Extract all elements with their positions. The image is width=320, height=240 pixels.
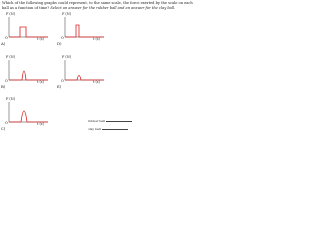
graph-e-option[interactable]: E) xyxy=(57,84,62,89)
clay-ball-label: clay ball xyxy=(88,127,101,131)
graph-d[interactable] xyxy=(57,12,106,46)
question-text xyxy=(2,1,198,10)
graph-d-xlabel: t (s) xyxy=(93,37,100,41)
graph-c[interactable] xyxy=(1,97,50,131)
graph-c-origin: O xyxy=(5,121,8,125)
graph-d-origin: O xyxy=(61,36,64,40)
graph-d-curve xyxy=(65,25,104,37)
graph-d-ylabel: F (N) xyxy=(62,12,72,16)
rubber-ball-answer[interactable] xyxy=(88,119,132,123)
graph-e-origin: O xyxy=(61,79,64,83)
graph-a-ylabel: F (N) xyxy=(6,12,16,16)
graph-b-ylabel: F (N) xyxy=(6,55,16,59)
graph-b-xlabel: t (s) xyxy=(37,80,44,84)
graph-a-xlabel: t (s) xyxy=(37,37,44,41)
question-prompt: Which of the following graphs could represent, to the same scale, the force exerted by the scale on each ball as a function of time? xyxy=(2,1,193,10)
graph-c-ylabel: F (N) xyxy=(6,97,16,101)
question-instruction: Select an answer for the rubber ball and an answer for the clay ball. xyxy=(50,5,176,10)
graph-b-origin: O xyxy=(5,79,8,83)
clay-ball-input[interactable] xyxy=(102,127,128,130)
clay-ball-answer[interactable] xyxy=(88,127,128,131)
graph-a-origin: O xyxy=(5,36,8,40)
graph-b-curve xyxy=(9,71,48,80)
graph-b-option[interactable]: B) xyxy=(1,84,6,89)
rubber-ball-input[interactable] xyxy=(106,119,132,122)
graph-e-xlabel: t (s) xyxy=(93,80,100,84)
graph-a[interactable] xyxy=(1,12,50,46)
graph-a-option[interactable]: A) xyxy=(1,41,6,46)
graph-b[interactable] xyxy=(1,55,50,89)
graph-d-option[interactable]: D) xyxy=(57,41,62,46)
graph-c-curve xyxy=(9,111,48,122)
graph-e[interactable] xyxy=(57,55,106,89)
graph-a-curve xyxy=(9,27,48,37)
graph-e-ylabel: F (N) xyxy=(62,55,72,59)
graph-c-xlabel: t (s) xyxy=(37,122,44,126)
graph-c-option[interactable]: C) xyxy=(1,126,6,131)
rubber-ball-label: rubber ball xyxy=(88,119,105,123)
